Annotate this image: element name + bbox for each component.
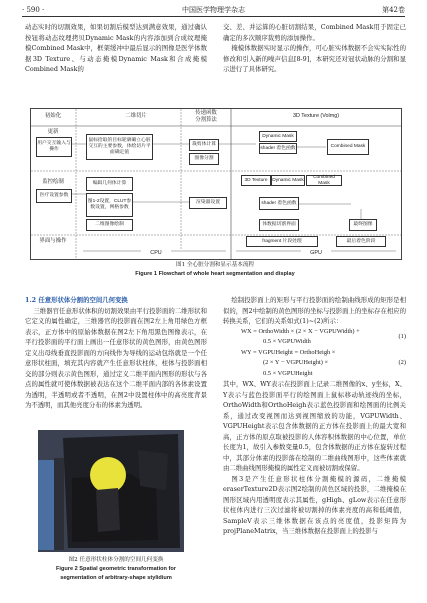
right-body-paragraph-3: 图3是产生任意形状柱体分割掩模的源码，二维掩模eraserTexture2D表示图2绘制的黄色区域的投影，二维掩模在图形区域内用透明度表示其属性，gHigh、gLow表示在任意形状柱体内进行三次过滤将被切割掉的体素亮度的高和低阈值，SampleV表示三维体数据在该点的亮度值，投影矩阵为projPlaneMatrix，当三维体数据在投影面上的投影与	[223, 474, 406, 535]
row-label-update: 更新	[47, 129, 59, 135]
equation-2	[223, 348, 406, 380]
equation-2-line-c: 0.5 × VGPUHeight	[263, 369, 313, 377]
box-cut-ui: 体数据切割界面	[259, 219, 299, 231]
col-header-slice: 二维切片	[125, 113, 147, 119]
equation-1-line-b: 0.5 × VGPUWidth	[263, 338, 311, 345]
figure-1-caption-en: Figure 1 Flowchart of whole heart segmentation and display	[135, 271, 295, 277]
box-geometry: 编辑几何体计算	[86, 177, 133, 191]
figure-2-image	[38, 430, 184, 552]
right-intro-text: 交、差、并运算的心脏切割结果，Combined Mask用于固定已确定的多次顺序裁剪的添加操作。 掩模体数据实时显示的操作，可心脏实体数据不会实实际性的修改和引入新的噪声信息[8-9]，本研究还对冠状动脉的分割和显示进行了具体研究。	[223, 23, 406, 73]
figure-1-caption	[30, 261, 400, 279]
left-body	[25, 295, 207, 411]
volume-label: 第42卷	[382, 6, 405, 14]
equation-2-number: (2)	[398, 358, 406, 366]
box-clut: 图1-2设置，CLUT参数设置，网格参数	[86, 193, 133, 217]
figure-2-caption-en-2: segmentation of arbitrary-shape stylidium	[60, 575, 172, 581]
equation-2-line-a: WY = VGPUHeight = OrthoHeigh ×	[241, 348, 336, 356]
box-segmentation: 图像分割	[189, 153, 219, 165]
box-fragment: fragment 片段处理	[246, 236, 318, 247]
right-body-paragraph-1: 绘制投影面上的矩形与平行投影面的绘制曲线形成的矩形是相似的，图2中绘制的黄色图形的坐标与投影面上的坐标存在相应的转换关系，它们的关系如式(1)~(2)所示：	[223, 296, 407, 325]
section-title: 1.2 任意形状体分割的空间几何变换	[25, 296, 128, 304]
journal-name: 中国医学物理学杂志	[182, 6, 245, 14]
box-combined-mask-1: Combined Mask	[327, 139, 369, 155]
box-shader-1: shader 着色函数	[259, 143, 297, 154]
row-label-render: 监控绘制	[42, 179, 64, 185]
equation-1-number: (1)	[398, 332, 406, 340]
col-header-3dtexture: 3D Texture (Volmg)	[292, 113, 340, 119]
box-dynamic-mask-1: Dynamic Mask	[259, 131, 297, 142]
box-user-input: 用户交互输入与操作	[36, 137, 72, 157]
figure-1-caption-cn: 图1 全心脏分割和显示基本流程	[175, 262, 255, 268]
figure-1-flowchart	[30, 108, 402, 260]
right-body	[223, 295, 406, 537]
box-final-image: 最终图像	[349, 219, 377, 231]
box-dynamic-mask-2: Dynamic Mask	[271, 175, 305, 186]
figure-2-caption	[25, 556, 207, 583]
figure-2-render	[38, 430, 184, 552]
running-header	[22, 4, 405, 17]
box-medical-settings: 医疗设置参数	[36, 189, 72, 203]
box-last-stage: 最后着色阶段	[336, 236, 386, 247]
box-crop-calc: 裁剪体计算	[189, 139, 219, 151]
box-3d-texture: 3D Texture	[241, 175, 271, 186]
label-cpu: CPU	[141, 250, 171, 257]
right-body-paragraph-2: 其中，WX、WY表示在投影面上记录二维图像的x、y坐标，X、Y表示与蓝色投影面平行的绘图面上鼠标移动轨迹线的坐标，OrthoWidth和OrthoHeigh表示蓝色投影面和绘图面的比例关系，通过改变视图而达到视图缩放的功能，VGPUWidth、VGPUHeight表示包含体数据的正方体在投影面上的最大宽和高，正方体的原点取被投影的人体容积体数据的中心位置，单位长度为1，故引入参数变量0.5，包含体数据的正方体在旋转过程中，其部分体素的投影落在绘制的二维曲线图形中，这些体素就由二维曲线图形掩模的属性定义而被切割或保留。	[223, 380, 406, 472]
box-shader-2: shader 着色函数	[259, 197, 299, 210]
box-params: 鼠标拾取的目标轮廓确立心脏交互的主要参数，体绘切片平面确定值	[86, 134, 153, 160]
page-number: · 590 ·	[22, 6, 45, 14]
label-gpu: GPU	[301, 250, 331, 257]
equation-2-line-b: (2 × Y − VGPUHeight) ×	[263, 359, 329, 366]
box-renderer: 渲染器设置	[189, 197, 227, 209]
figure-2-caption-cn: 图2 任意形状柱体分割的空间几何变换	[68, 557, 164, 563]
equation-1	[223, 327, 406, 348]
col-header-init: 初始化	[44, 113, 62, 119]
box-combined-mask-2: Combined Mask	[306, 175, 342, 186]
equation-1-line-a: WX = OrthoWidth × (2 × X − VGPUWidth) +	[241, 327, 360, 335]
left-body-paragraph: 三维器官任意形状体积的切割效果由平行投影面的二维形状和它定义的属性确定，三维器官的投影面在图2左上角用绿色方框表示，正方体中的原始体数据在图2左下角用黑色图像表示，在平行投影面的平行面上画出一任意形状的黄色图形，由黄色图形定义出母线垂直投影面的方向线作为导线的运动包络就是一个任意形状柱面，填充其内容就产生任意形状柱体，柱体与投影面相交的部分则表示黄色图形，通过定义二维平面内图形的形状与各点的属性就可使体数据被表达在这个二维平面内部的各体素设置为透明，半透明或者不透明，在图2中设置柱体中的高亮度背景为不透明，而其他亮度分布的体素为透明。	[25, 306, 207, 409]
box-2d-draw: 二维图像绘制	[86, 219, 133, 231]
left-intro-text: 动态实时的切割效果，如果切割后模型达到满意效果，通过确认按钮将动态纹理拷贝Dynamic Mask的内容添加到合成纹理掩模Combined Mask中，框架缓冲中最后显示的图像是医学体数据3D Texture、与动态掩模Dynamic Mask和合成掩模Combined Mask的	[25, 23, 207, 73]
figure-2-caption-en-1: Figure 2 Spatial geometric transformation for	[56, 566, 176, 572]
row-label-ui: 界面与操作	[39, 238, 67, 244]
col-header-transfer: 传递函数 分割算法	[195, 110, 217, 123]
